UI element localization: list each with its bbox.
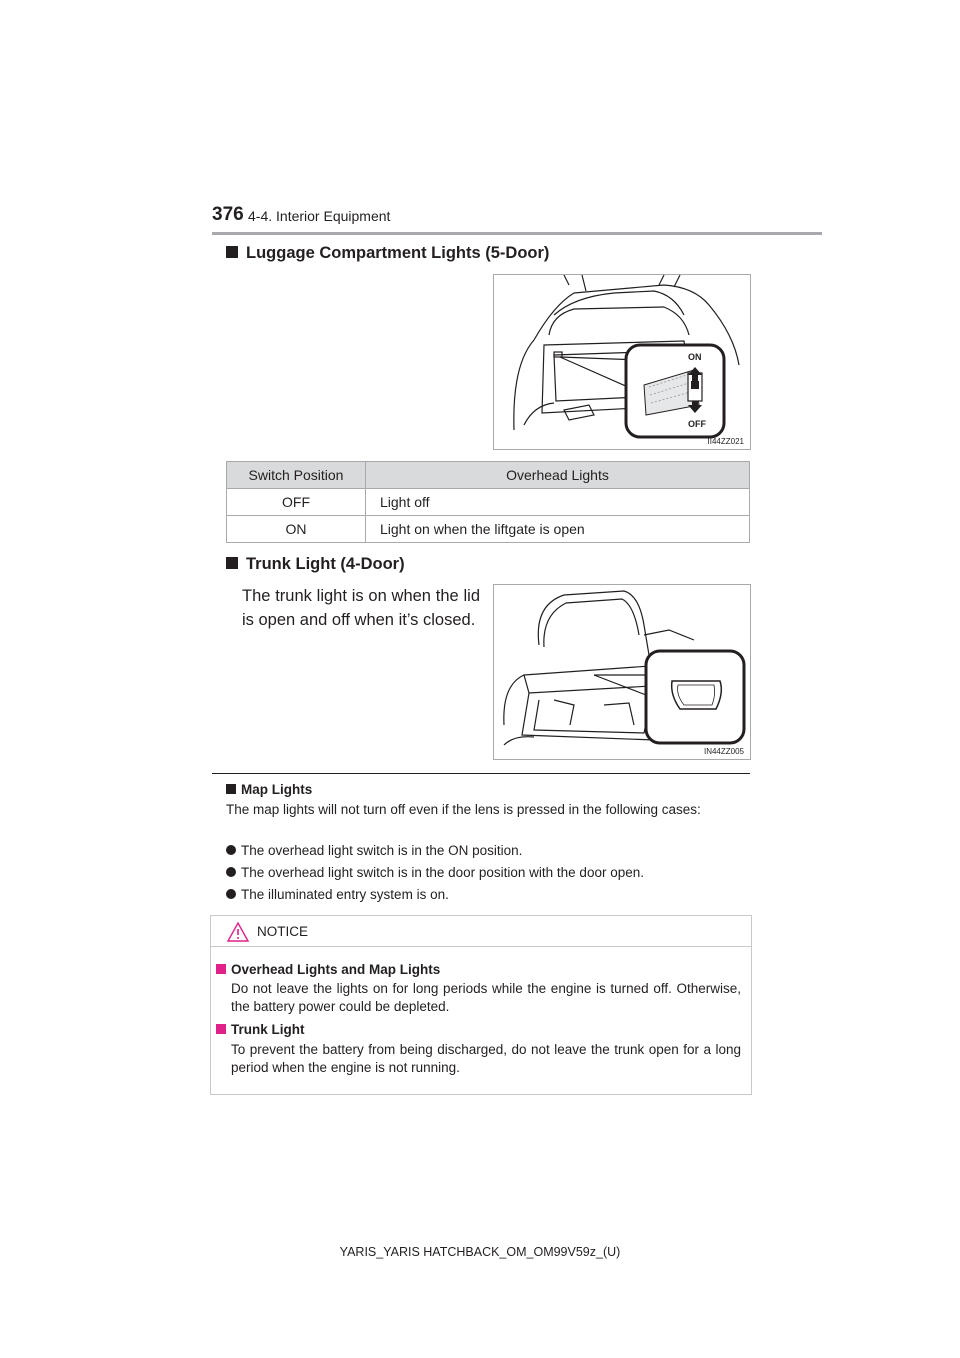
table-cell: OFF bbox=[227, 489, 366, 516]
trunk-illustration bbox=[494, 585, 750, 759]
trunk-figure bbox=[493, 584, 751, 760]
figure-code: II44ZZ021 bbox=[707, 437, 744, 446]
notice-item-heading-text: Overhead Lights and Map Lights bbox=[231, 962, 441, 977]
luggage-figure bbox=[493, 274, 751, 450]
list-item bbox=[226, 886, 449, 904]
trunk-heading bbox=[226, 555, 405, 574]
table-row bbox=[227, 489, 750, 516]
notice-item-heading-text: Trunk Light bbox=[231, 1022, 305, 1037]
list-item bbox=[226, 864, 644, 882]
table-cell: ON bbox=[227, 516, 366, 543]
warning-icon bbox=[227, 922, 249, 942]
square-bullet-icon bbox=[226, 557, 238, 569]
section-divider bbox=[212, 773, 750, 774]
callout-off-label: OFF bbox=[688, 419, 706, 429]
notice-box bbox=[210, 915, 752, 1095]
notice-item-text: Do not leave the lights on for long periods while the engine is turned off. Otherwise, the battery power could be depleted. bbox=[231, 981, 741, 1014]
notice-title: NOTICE bbox=[257, 924, 309, 939]
square-bullet-icon bbox=[226, 784, 236, 794]
table-cell: Light off bbox=[366, 489, 750, 516]
list-item-text: The overhead light switch is in the ON position. bbox=[241, 843, 523, 858]
bullet-icon bbox=[226, 889, 236, 899]
switch-position-table bbox=[226, 461, 750, 543]
list-item-text: The illuminated entry system is on. bbox=[241, 887, 449, 902]
table-header-row bbox=[227, 462, 750, 489]
luggage-illustration bbox=[494, 275, 750, 449]
notice-header bbox=[211, 916, 751, 947]
table-cell: Light on when the liftgate is open bbox=[366, 516, 750, 543]
table-row bbox=[227, 516, 750, 543]
list-item bbox=[226, 842, 522, 860]
table-header: Overhead Lights bbox=[366, 462, 750, 489]
footer-document-id: YARIS_YARIS HATCHBACK_OM_OM99V59z_(U) bbox=[339, 1245, 621, 1259]
notice-item-heading bbox=[216, 1021, 305, 1039]
figure-code: IN44ZZ005 bbox=[703, 747, 744, 756]
list-item-text: The overhead light switch is in the door position with the door open. bbox=[241, 865, 644, 880]
table-header: Switch Position bbox=[227, 462, 366, 489]
square-bullet-icon bbox=[226, 246, 238, 258]
header-rule bbox=[212, 232, 822, 235]
callout-on-label: ON bbox=[688, 352, 702, 362]
notice-item-heading bbox=[216, 961, 440, 979]
square-bullet-icon bbox=[216, 964, 226, 974]
luggage-heading-text: Luggage Compartment Lights (5-Door) bbox=[246, 244, 550, 262]
bullet-icon bbox=[226, 867, 236, 877]
page-number: 376 bbox=[212, 204, 244, 225]
map-lights-heading bbox=[226, 781, 312, 799]
map-lights-heading-text: Map Lights bbox=[241, 782, 313, 797]
square-bullet-icon bbox=[216, 1024, 226, 1034]
map-lights-text: The map lights will not turn off even if the lens is pressed in the following cases: bbox=[226, 802, 701, 817]
section-title: 4-4. Interior Equipment bbox=[248, 208, 391, 224]
bullet-icon bbox=[226, 845, 236, 855]
luggage-heading bbox=[226, 244, 549, 263]
trunk-description: The trunk light is on when the lid is open and off when it’s closed. bbox=[242, 587, 480, 629]
notice-item-text: To prevent the battery from being discharged, do not leave the trunk open for a long period when the engine is not running. bbox=[231, 1042, 741, 1075]
trunk-heading-text: Trunk Light (4-Door) bbox=[246, 555, 405, 573]
